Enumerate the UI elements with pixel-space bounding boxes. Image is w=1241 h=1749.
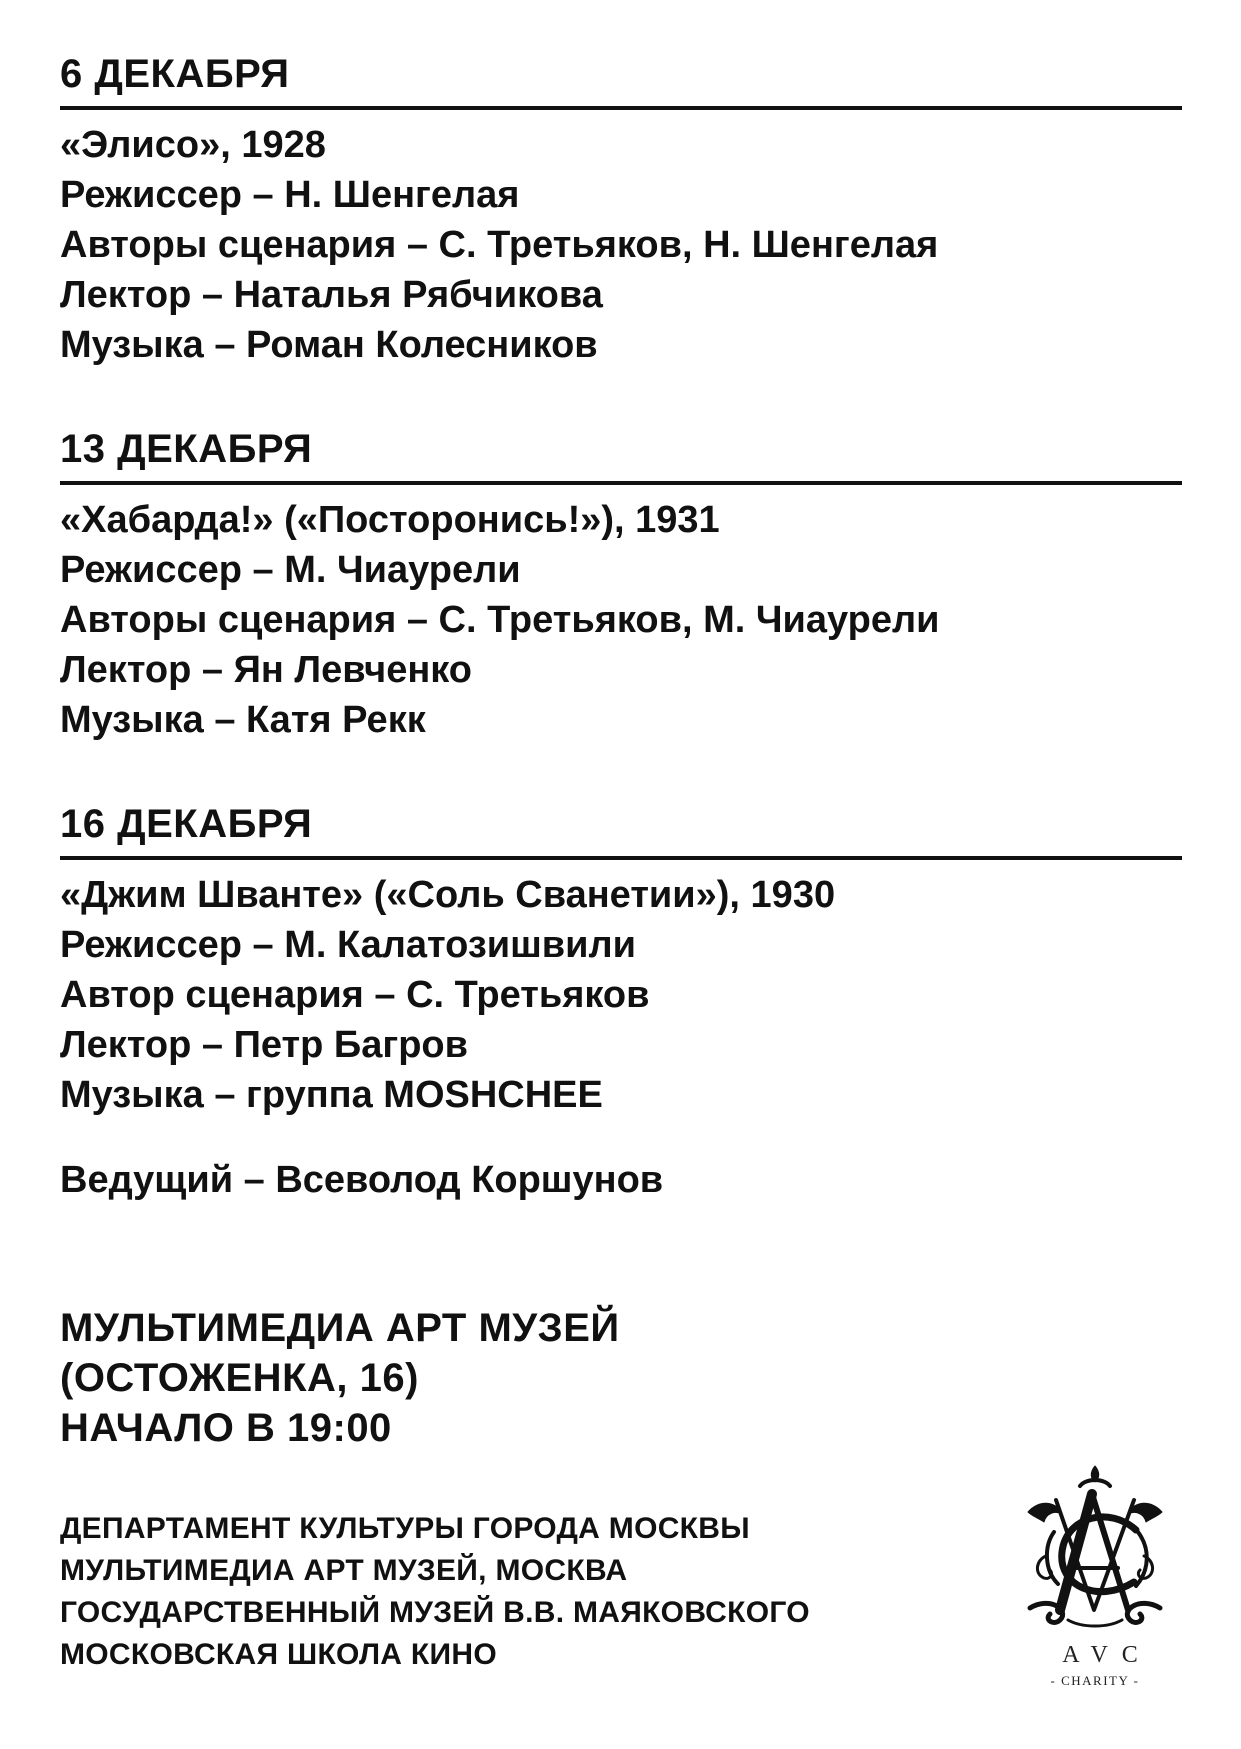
event-details: [60, 495, 1182, 745]
organizer-item: ГОСУДАРСТВЕННЫЙ МУЗЕЙ В.В. МАЯКОВСКОГО: [60, 1596, 810, 1629]
venue-block: [60, 1303, 620, 1453]
screenwriters-line: Авторы сценария – С. Третьяков, Н. Шенгелая: [60, 224, 939, 266]
director-line: Режиссер – Н. Шенгелая: [60, 174, 520, 216]
director-line: Режиссер – М. Чиаурели: [60, 549, 521, 591]
music-line: Музыка – Катя Рекк: [60, 699, 426, 741]
film-title: «Джим Шванте» («Соль Сванетии»), 1930: [60, 874, 836, 916]
event-details: [60, 870, 1182, 1120]
event-section-1: [60, 50, 1182, 370]
film-title: «Элисо», 1928: [60, 124, 326, 166]
event-date: 16 ДЕКАБРЯ: [60, 800, 1182, 860]
host-block: [60, 1155, 663, 1205]
lecturer-line: Лектор – Петр Багров: [60, 1024, 468, 1066]
avc-charity-logo: [1010, 1460, 1180, 1710]
lecturer-line: Лектор – Ян Левченко: [60, 649, 473, 691]
venue-name: МУЛЬТИМЕДИА АРТ МУЗЕЙ: [60, 1306, 620, 1350]
film-title: «Хабарда!» («Посторонись!»), 1931: [60, 499, 720, 541]
logo-subtitle: - CHARITY -: [1050, 1673, 1140, 1688]
event-section-3: [60, 800, 1182, 1120]
organizer-item: МУЛЬТИМЕДИА АРТ МУЗЕЙ, МОСКВА: [60, 1554, 628, 1587]
screenwriters-line: Авторы сценария – С. Третьяков, М. Чиаурели: [60, 599, 940, 641]
organizer-item: МОСКОВСКАЯ ШКОЛА КИНО: [60, 1638, 497, 1671]
event-date: 13 ДЕКАБРЯ: [60, 425, 1182, 485]
event-date: 6 ДЕКАБРЯ: [60, 50, 1182, 110]
event-details: [60, 120, 1182, 370]
logo-abbreviation: AVC: [1062, 1642, 1152, 1668]
screenwriter-line: Автор сценария – С. Третьяков: [60, 974, 650, 1016]
music-line: Музыка – группа MOSHCHEE: [60, 1074, 603, 1116]
venue-address: (ОСТОЖЕНКА, 16): [60, 1356, 419, 1400]
lecturer-line: Лектор – Наталья Рябчикова: [60, 274, 603, 316]
event-section-2: [60, 425, 1182, 745]
director-line: Режиссер – М. Калатозишвили: [60, 924, 636, 966]
start-time: НАЧАЛО В 19:00: [60, 1406, 392, 1450]
organizers-list: [60, 1508, 810, 1676]
avc-monogram-icon: [1010, 1460, 1180, 1640]
music-line: Музыка – Роман Колесников: [60, 324, 598, 366]
host-line: Ведущий – Всеволод Коршунов: [60, 1159, 664, 1201]
organizer-item: ДЕПАРТАМЕНТ КУЛЬТУРЫ ГОРОДА МОСКВЫ: [60, 1512, 750, 1545]
